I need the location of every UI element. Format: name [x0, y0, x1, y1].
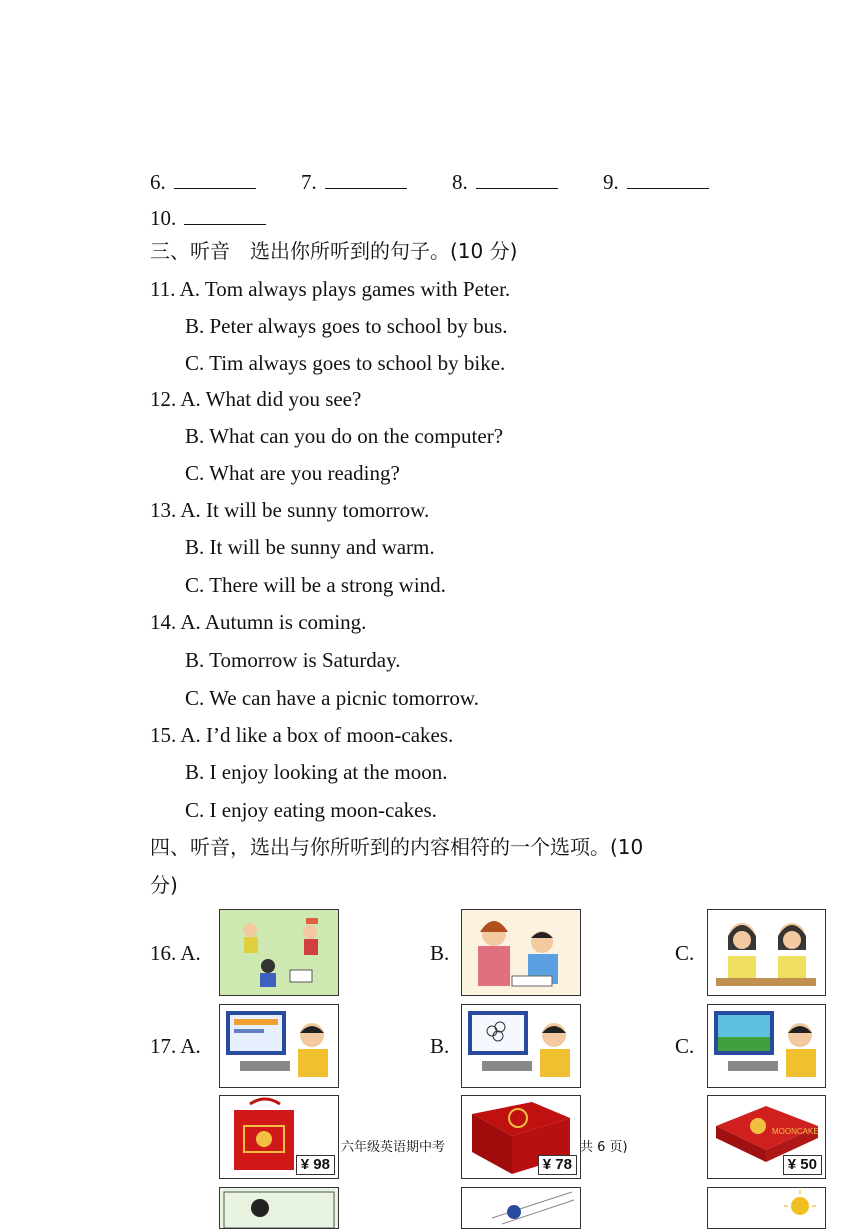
mooncake-picture-b-red-box[interactable]	[461, 1095, 581, 1179]
q16-picture-c-girls-reading[interactable]	[707, 909, 826, 996]
q15-option-b[interactable]: B. I enjoy looking at the moon.	[185, 760, 448, 784]
blank-7[interactable]	[301, 170, 407, 193]
q17-picture-c-computer-game[interactable]	[707, 1004, 826, 1088]
q15-option-a[interactable]: 15. A. I’d like a box of moon-cakes.	[150, 723, 454, 747]
bottom-picture-c[interactable]	[707, 1187, 826, 1229]
blank-10[interactable]	[150, 206, 266, 229]
q14-option-c[interactable]: C. We can have a picnic tomorrow.	[185, 686, 479, 710]
q16-label: 16. A.	[150, 941, 201, 965]
q13-option-c[interactable]: C. There will be a strong wind.	[185, 573, 446, 597]
blank-label: 6.	[150, 170, 166, 194]
blank-6[interactable]	[150, 170, 256, 193]
blank-label: 9.	[603, 170, 619, 194]
computer-drawing-image	[462, 1005, 580, 1087]
computer-webpage-image	[220, 1005, 338, 1087]
q17-picture-b-computer-drawing[interactable]	[461, 1004, 581, 1088]
q14-option-a[interactable]: 14. A. Autumn is coming.	[150, 610, 367, 634]
price-tag: ¥ 98	[296, 1155, 335, 1175]
mooncake-picture-c-flat-box[interactable]	[707, 1095, 826, 1179]
price-tag: ¥ 78	[538, 1155, 577, 1175]
q11-option-a[interactable]: 11. A. Tom always plays games with Peter.	[150, 277, 511, 301]
blank-label: 7.	[301, 170, 317, 194]
q14-option-b[interactable]: B. Tomorrow is Saturday.	[185, 648, 401, 672]
section4-heading: 四、听音，选出与你所听到的内容相符的一个选项。(10	[150, 835, 644, 859]
q16-picture-b-teacher-boy[interactable]	[461, 909, 581, 996]
girls-reading-image	[708, 910, 825, 995]
q16-picture-a-kids-playing[interactable]	[219, 909, 339, 996]
section4-heading-cont: 分)	[150, 873, 178, 897]
blank-8[interactable]	[452, 170, 558, 193]
blank-line	[476, 170, 558, 189]
q17-b-label: B.	[430, 1034, 450, 1058]
q12-option-c[interactable]: C. What are you reading?	[185, 461, 400, 485]
bottom-picture-b[interactable]	[461, 1187, 581, 1229]
blank-label: 8.	[452, 170, 468, 194]
q17-label: 17. A.	[150, 1034, 201, 1058]
mooncake-box-text: MOONCAKE	[772, 1127, 819, 1136]
blank-9[interactable]	[603, 170, 709, 193]
q13-option-b[interactable]: B. It will be sunny and warm.	[185, 535, 435, 559]
blank-line	[174, 170, 256, 189]
mooncake-picture-a-gift-bag[interactable]	[219, 1095, 339, 1179]
blank-line	[627, 170, 709, 189]
section3-heading: 三、听音 选出你所听到的句子。(10 分)	[150, 239, 518, 263]
q17-c-label: C.	[675, 1034, 695, 1058]
page-footer: 六年级英语期中考	[341, 1140, 446, 1155]
price-tag: ¥ 50	[783, 1155, 822, 1175]
page-footer-tail: 共 6 页)	[580, 1140, 628, 1155]
blank-label: 10.	[150, 206, 177, 230]
q13-option-a[interactable]: 13. A. It will be sunny tomorrow.	[150, 498, 430, 522]
q12-option-b[interactable]: B. What can you do on the computer?	[185, 424, 504, 448]
kids-playing-image	[220, 910, 338, 995]
teacher-and-boy-image	[462, 910, 580, 995]
blank-line	[184, 206, 266, 225]
bottom-picture-a[interactable]	[219, 1187, 339, 1229]
q11-option-b[interactable]: B. Peter always goes to school by bus.	[185, 314, 508, 338]
q16-c-label: C.	[675, 941, 695, 965]
q11-option-c[interactable]: C. Tim always goes to school by bike.	[185, 351, 506, 375]
q15-option-c[interactable]: C. I enjoy eating moon-cakes.	[185, 798, 437, 822]
q17-picture-a-computer-webpage[interactable]	[219, 1004, 339, 1088]
q16-b-label: B.	[430, 941, 450, 965]
windy-scene-image	[462, 1188, 580, 1228]
sunny-scene-image	[708, 1188, 825, 1228]
q12-option-a[interactable]: 12. A. What did you see?	[150, 387, 362, 411]
window-scene-image	[220, 1188, 338, 1228]
blank-line	[325, 170, 407, 189]
computer-game-image	[708, 1005, 825, 1087]
